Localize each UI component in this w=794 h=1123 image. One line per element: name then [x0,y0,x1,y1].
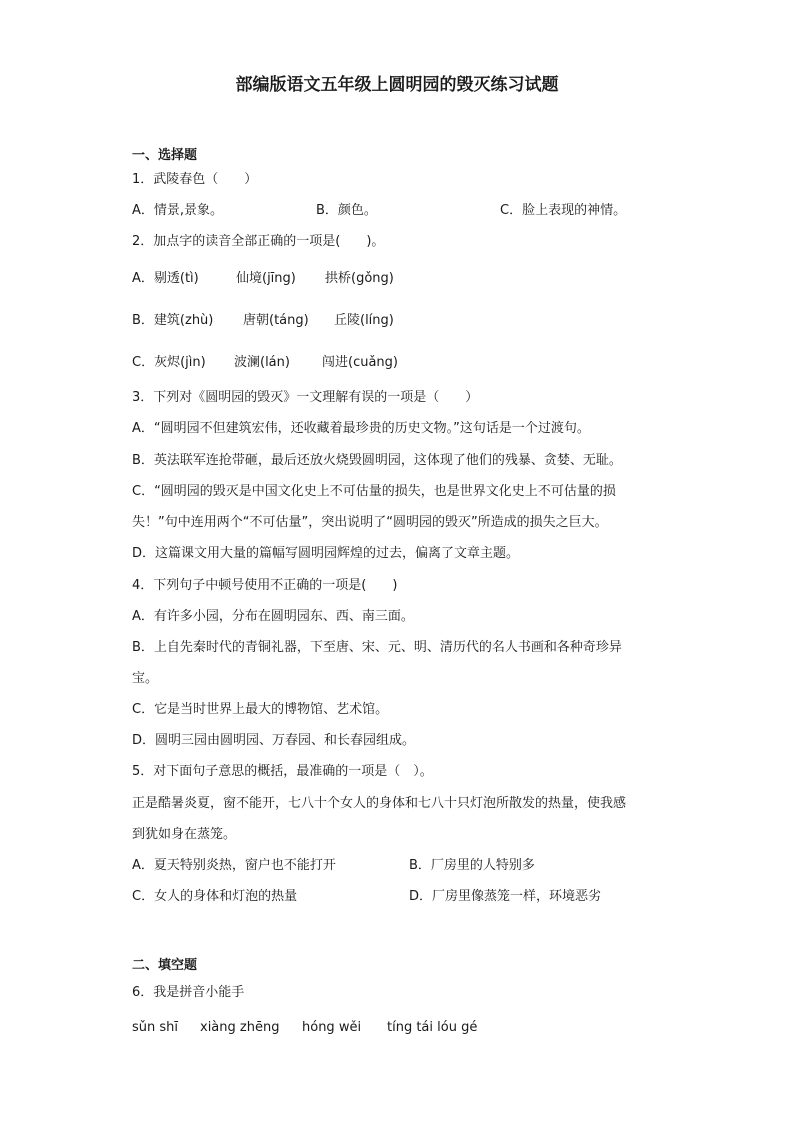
question-2-option-a-word-2: 仙境(jīng) [236,271,296,286]
question-5-stem: 5．对下面句子意思的概括，最准确的一项是（ ）。 [132,764,433,779]
question-1-option-a: A．情景,景象。 [132,203,224,218]
question-1-stem: 1．武陵春色（ ） [132,172,258,187]
question-2-option-a-word-3: 拱桥(gǒng) [325,271,394,286]
question-3-option-a: A．“圆明园不但建筑宏伟，还收藏着最珍贵的历史文物。”这句话是一个过渡句。 [132,421,590,436]
question-2-option-b-word-1: B．建筑(zhù) [132,313,214,328]
question-4-option-d: D．圆明三园由圆明园、万春园、和长春园组成。 [132,733,416,748]
section-heading-fill-blank: 二、填空题 [132,958,198,973]
page-title: 部编版语文五年级上圆明园的毁灭练习试题 [235,75,559,95]
question-3-stem: 3．下列对《圆明园的毁灭》一文理解有误的一项是（ ） [132,390,479,405]
question-2-option-b-word-2: 唐朝(táng) [243,313,309,328]
question-2-stem: 2．加点字的读音全部正确的一项是( )。 [132,234,385,249]
question-5-option-c: C．女人的身体和灯泡的热量 [132,889,298,904]
question-2-option-c-word-2: 波澜(lán) [234,355,290,370]
question-1-option-b: B．颜色。 [316,203,377,218]
question-4-option-b-line-1: B．上自先秦时代的青铜礼器，下至唐、宋、元、明、清历代的名人书画和各种奇珍异 [132,640,622,655]
question-3-option-c-line-1: C．“圆明园的毁灭是中国文化史上不可估量的损失，也是世界文化史上不可估量的损 [132,484,616,499]
question-3-option-c-line-2: 失！”句中连用两个“不可估量”，突出说明了“圆明园的毁灭”所造成的损失之巨大。 [132,515,608,530]
question-3-option-d: D．这篇课文用大量的篇幅写圆明园辉煌的过去，偏离了文章主题。 [132,546,520,561]
question-2-option-b-word-3: 丘陵(líng) [334,313,394,328]
question-5-option-b: B．厂房里的人特别多 [409,858,535,873]
section-heading-choice: 一、选择题 [132,148,198,163]
question-5-option-d: D．厂房里像蒸笼一样，环境恶劣 [409,889,602,904]
question-4-option-b-line-2: 宝。 [132,671,159,686]
question-1-option-c: C．脸上表现的神情。 [500,203,627,218]
question-3-option-b: B．英法联军连抢带砸，最后还放火烧毁圆明园，这体现了他们的残暴、贪婪、无耻。 [132,453,622,468]
question-5-passage-line-1: 正是酷暑炎夏，窗不能开，七八十个女人的身体和七八十只灯泡所散发的热量，使我感 [132,796,627,811]
question-2-option-a-word-1: A．剔透(tì) [132,271,199,286]
question-2-option-c-word-3: 闯进(cuǎng) [322,355,398,370]
question-5-passage-line-2: 到犹如身在蒸笼。 [132,827,237,842]
question-5-option-a: A．夏天特别炎热，窗户也不能打开 [132,858,336,873]
question-2-option-c-word-1: C．灰烬(jìn) [132,355,206,370]
pinyin-word-1: sǔn shī [132,1020,179,1035]
question-4-option-c: C．它是当时世界上最大的博物馆、艺术馆。 [132,702,389,717]
pinyin-word-3: hóng wěi [302,1020,362,1035]
question-4-option-a: A．有许多小园，分布在圆明园东、西、南三面。 [132,609,414,624]
pinyin-word-4: tíng tái lóu gé [387,1020,478,1035]
question-6-stem: 6．我是拼音小能手 [132,985,245,1000]
question-4-stem: 4．下列句子中顿号使用不正确的一项是( ) [132,578,398,593]
pinyin-word-2: xiàng zhēng [200,1020,280,1035]
